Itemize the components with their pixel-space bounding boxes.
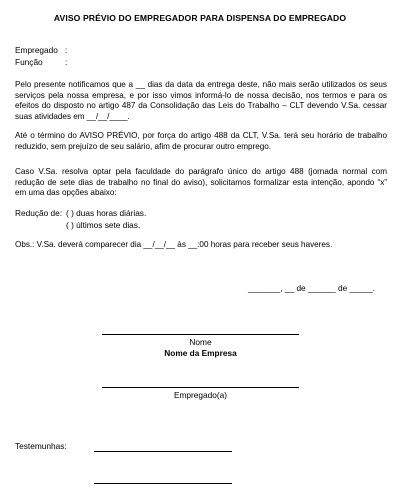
- employee-field-colon: :: [65, 45, 68, 55]
- company-signature-line: [102, 334, 299, 335]
- reducao-option-days[interactable]: [66, 220, 140, 230]
- witness-1-signature-line: [94, 451, 232, 452]
- company-name: Nome da Empresa: [164, 348, 237, 358]
- reduced-hours-paragraph: Até o término do AVISO PRÉVIO, por força do artigo 488 da CLT, V.Sa. terá seu horário de trabalho reduzido, sem prejuízo de seu salário, afim de procurar outro emprego.: [15, 131, 387, 151]
- employee-field-label: Empregado: [15, 45, 58, 55]
- option-checkbox[interactable]: ( ): [66, 208, 74, 218]
- reducao-label: Redução de:: [15, 208, 63, 218]
- reducao-option-hours[interactable]: [66, 208, 146, 218]
- company-signature-role: Nome: [189, 337, 212, 347]
- date-line: _______, __ de ______ de _____.: [248, 283, 375, 293]
- obs-text: Obs.: V.Sa. deverá comparecer dia __/__/__ às __:00 horas para receber seus haveres.: [15, 240, 333, 249]
- option-paragraph: Caso V.Sa. resolva optar pela faculdade do parágrafo único do artigo 488 (jornada normal com redução de sete dias de trabalho no final do aviso), solicitamos formalizar esta intenção, apondo “x” em uma das opções abaixo:: [15, 167, 387, 198]
- function-field: [15, 57, 68, 67]
- employee-signature-label: Empregado(a): [173, 390, 228, 400]
- option-checkbox[interactable]: ( ): [66, 220, 74, 230]
- employee-field: [15, 45, 68, 55]
- notification-paragraph: Pelo presente notificamos que a __ dias da data da entrega deste, não mais serão utilizados os seus serviços pela nossa empresa, e por isso vimos informá-lo de nossa decisão, nos termos e para os efeitos do disposto no artigo 487 da Consolidação das Leis do Trabalho – CLT devendo V.Sa. cessar suas atividades em __/__/____.: [15, 80, 387, 121]
- option-text: últimos sete dias.: [76, 220, 141, 230]
- function-field-label: Função: [15, 57, 43, 67]
- option-text: duas horas diárias.: [76, 208, 147, 218]
- witness-2-signature-line: [94, 483, 232, 484]
- employee-signature-line: [102, 387, 299, 388]
- function-field-colon: :: [65, 57, 68, 67]
- witnesses-label: Testemunhas:: [15, 441, 67, 451]
- document-title: AVISO PRÉVIO DO EMPREGADOR PARA DISPENSA DO EMPREGADO: [53, 13, 347, 23]
